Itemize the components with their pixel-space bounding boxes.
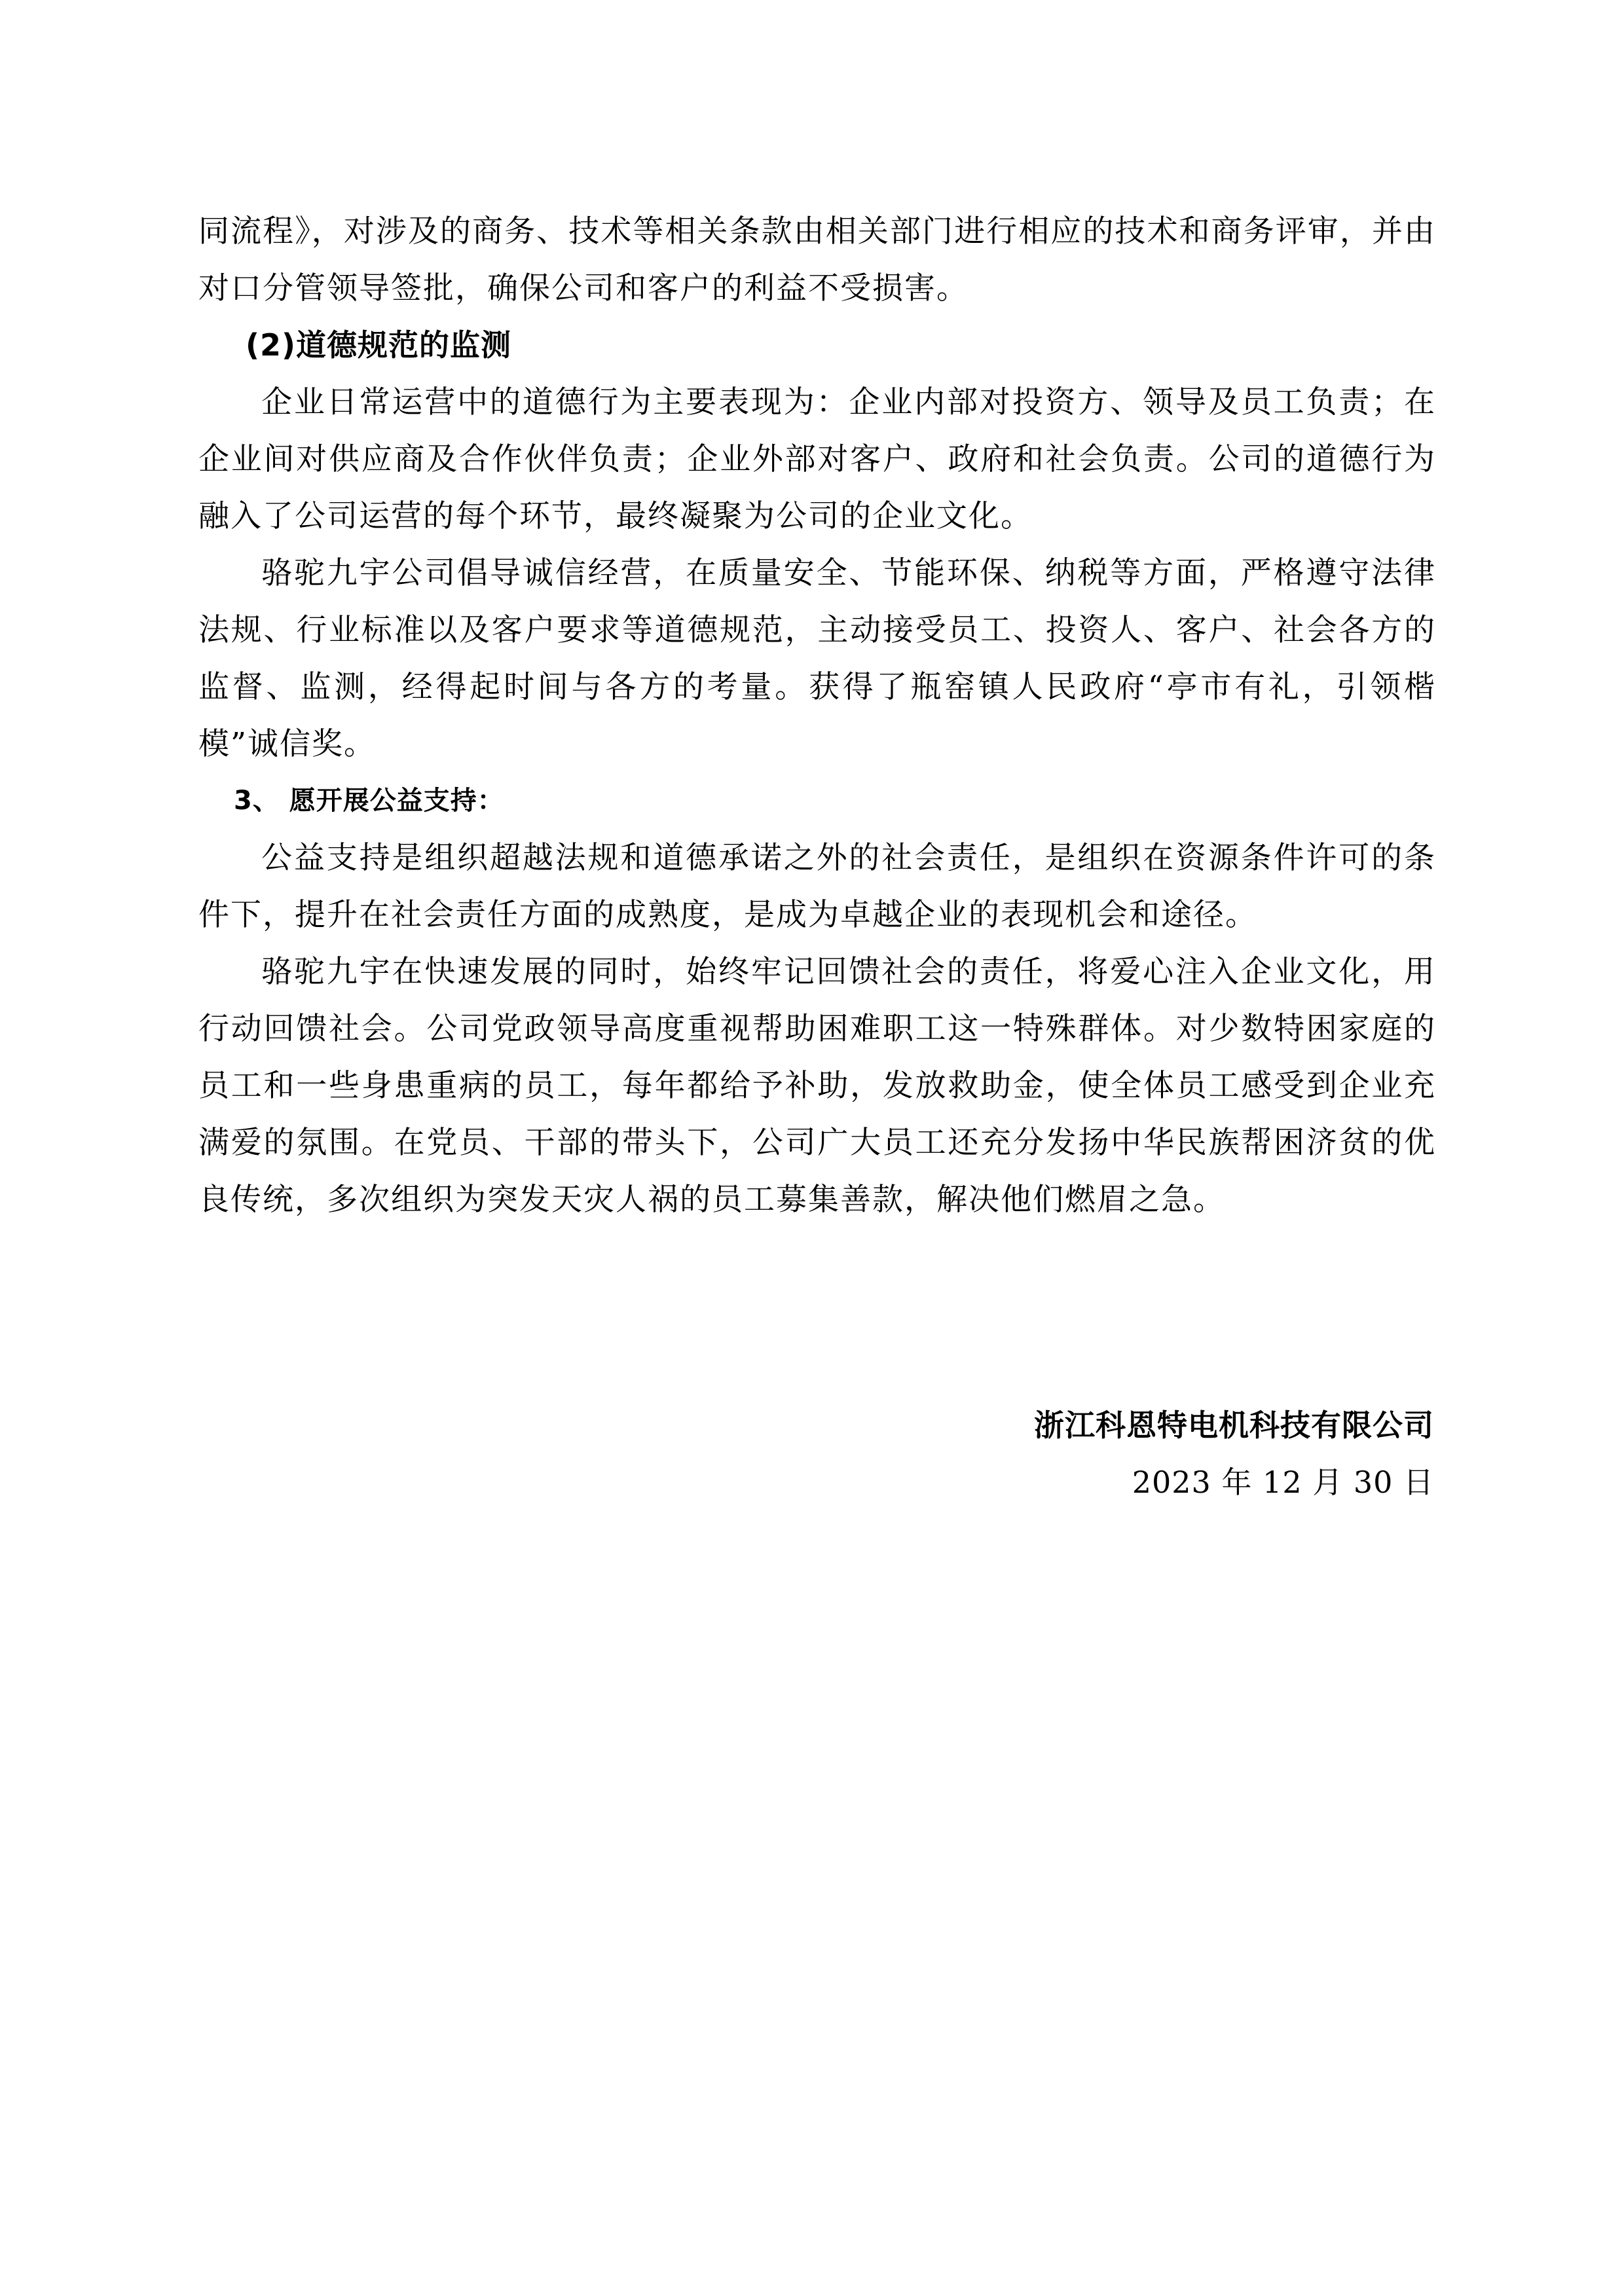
continuation-paragraph: 同流程》，对涉及的商务、技术等相关条款由相关部门进行相应的技术和商务评审，并由对口分管领导签批，确保公司和客户的利益不受损害。 — [198, 213, 1436, 306]
ethics-monitoring-heading: (2)道德规范的监测 — [246, 327, 512, 363]
company-name: 浙江科恩特电机科技有限公司 — [1034, 1408, 1434, 1443]
signature-date: 2023 年 12 月 30 日 — [1132, 1465, 1434, 1500]
charity-support-heading: 3、 愿开展公益支持： — [234, 786, 504, 816]
document-body — [198, 203, 1436, 1228]
ethics-paragraph-2: 骆驼九宇公司倡导诚信经营，在质量安全、节能环保、纳税等方面，严格遵守法律法规、行业标准以及客户要求等道德规范，主动接受员工、投资人、客户、社会各方的监督、监测，经得起时间与各方的考量。获得了瓶窑镇人民政府“亭市有礼，引领楷模”诚信奖。 — [198, 555, 1436, 762]
signature-block — [1034, 1397, 1434, 1511]
charity-paragraph-1: 公益支持是组织超越法规和道德承诺之外的社会责任，是组织在资源条件许可的条件下，提升在社会责任方面的成熟度，是成为卓越企业的表现机会和途径。 — [198, 840, 1436, 933]
charity-paragraph-2: 骆驼九宇在快速发展的同时，始终牢记回馈社会的责任，将爱心注入企业文化，用行动回馈社会。公司党政领导高度重视帮助困难职工这一特殊群体。对少数特困家庭的员工和一些身患重病的员工，每年都给予补助，发放救助金，使全体员工感受到企业充满爱的氛围。在党员、干部的带头下，公司广大员工还充分发扬中华民族帮困济贫的优良传统，多次组织为突发天灾人祸的员工募集善款，解决他们燃眉之急。 — [198, 954, 1436, 1218]
ethics-paragraph-1: 企业日常运营中的道德行为主要表现为：企业内部对投资方、领导及员工负责；在企业间对供应商及合作伙伴负责；企业外部对客户、政府和社会负责。公司的道德行为融入了公司运营的每个环节，最终凝聚为公司的企业文化。 — [198, 384, 1436, 534]
